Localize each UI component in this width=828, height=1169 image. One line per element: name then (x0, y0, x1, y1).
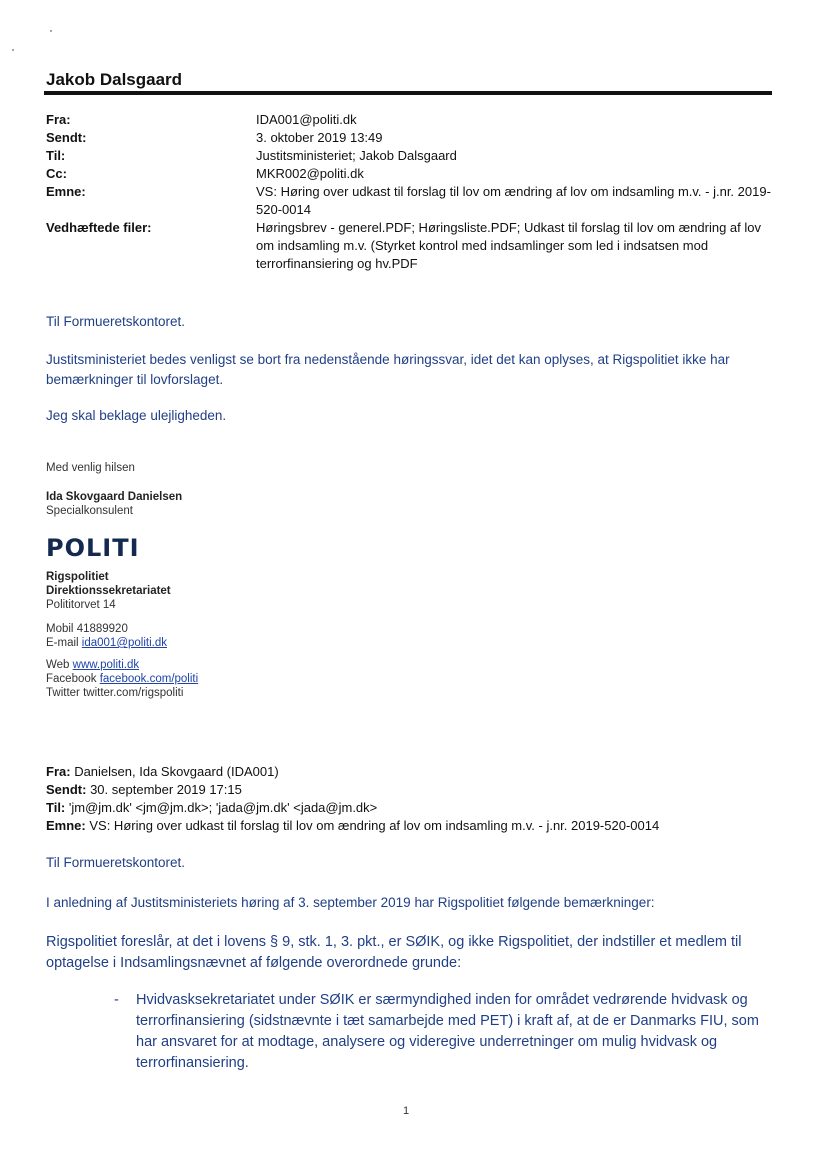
fwd-value: Danielsen, Ida Skovgaard (IDA001) (74, 764, 279, 779)
fwd-value: 30. september 2019 17:15 (90, 782, 242, 797)
signature-org (46, 570, 171, 612)
fwd-value: 'jm@jm.dk' <jm@jm.dk>; 'jada@jm.dk' <jada@jm.dk> (68, 800, 378, 815)
scan-speck (50, 30, 52, 32)
bullet-text: Hvidvasksekretariatet under SØIK er særmyndighed inden for området vedrørende hvidvask og terrorfinansiering (sidstnævnte i tæt samarbejde med PET) i kraft af, at de er Danmarks FIU, som har ansvaret for at modtage, analysere og videregive underretninger om mulig hvidvask og terrorfinansiering. (136, 992, 759, 1071)
header-row-sent (46, 129, 776, 147)
header-value: VS: Høring over udkast til forslag til lov om ændring af lov om indsamling m.v. - j.nr. 2019-520-0014 (256, 184, 771, 217)
mobile-number: 41889920 (76, 623, 128, 635)
header-value: 3. oktober 2019 13:49 (256, 130, 383, 145)
fwd-label: Sendt: (46, 782, 87, 797)
bullet-item (114, 990, 766, 1074)
org-name: Rigspolitiet (46, 571, 109, 583)
mobile-label: Mobil (46, 623, 74, 635)
signature-title: Specialkonsulent (46, 505, 133, 517)
email-link[interactable]: ida001@politi.dk (81, 637, 167, 649)
fwd-greeting: Til Formueretskontoret. (46, 855, 186, 870)
header-label: Fra: (46, 112, 71, 127)
header-row-cc (46, 165, 776, 183)
header-row-to (46, 147, 776, 165)
org-address: Polititorvet 14 (46, 599, 116, 611)
twitter-label: Twitter (46, 687, 80, 699)
header-label: Til: (46, 148, 66, 163)
signature-web (46, 658, 198, 700)
header-row-subject (46, 183, 776, 219)
facebook-label: Facebook (46, 673, 97, 685)
signature-contact (46, 622, 167, 650)
header-label: Emne: (46, 184, 86, 199)
fwd-label: Til: (46, 800, 66, 815)
header-value: IDA001@politi.dk (256, 112, 357, 127)
web-link[interactable]: www.politi.dk (72, 659, 140, 671)
header-value: Justitsministeriet; Jakob Dalsgaard (256, 148, 457, 163)
header-label: Vedhæftede filer: (46, 220, 152, 235)
header-row-from (46, 111, 776, 129)
scan-speck (12, 49, 14, 51)
web-label: Web (46, 659, 70, 671)
mailbox-owner-name: Jakob Dalsgaard (46, 70, 183, 89)
body-greeting: Til Formueretskontoret. (46, 314, 186, 329)
body-paragraph: Justitsministeriet bedes venligst se bort fra nedenstående høringssvar, idet det kan oplyses, at Rigspolitiet ikke har bemærkninger til lovforslaget. (46, 352, 730, 387)
fwd-value: VS: Høring over udkast til forslag til lov om ændring af lov om indsamling m.v. - j.nr. 2019-520-0014 (89, 818, 660, 833)
fwd-paragraph: I anledning af Justitsministeriets høring af 3. september 2019 har Rigspolitiet følgende bemærkninger: (46, 895, 655, 910)
header-label: Cc: (46, 166, 67, 181)
signature-block (46, 490, 182, 518)
fwd-to-row (46, 799, 786, 817)
fwd-subject-row (46, 817, 786, 835)
header-label: Sendt: (46, 130, 87, 145)
fwd-paragraph: Rigspolitiet foreslår, at det i lovens § 9, stk. 1, 3. pkt., er SØIK, og ikke Rigspolitiet, der indstiller et medlem til optagelse i Indsamlingsnævnet af følgende overordnede grunde: (46, 934, 742, 971)
header-rule (44, 91, 772, 95)
fwd-label: Fra: (46, 764, 71, 779)
signature-name: Ida Skovgaard Danielsen (46, 491, 183, 503)
fwd-from-row (46, 763, 786, 781)
forwarded-header (46, 763, 786, 835)
header-row-attachments (46, 219, 776, 273)
email-header (46, 111, 776, 273)
politi-logo: POLITI (46, 534, 140, 562)
body-paragraph: Jeg skal beklage ulejligheden. (46, 408, 227, 423)
facebook-link[interactable]: facebook.com/politi (99, 673, 199, 685)
twitter-handle: twitter.com/rigspoliti (83, 687, 184, 699)
signature-closing: Med venlig hilsen (46, 462, 135, 474)
fwd-sent-row (46, 781, 786, 799)
page-number: 1 (403, 1105, 410, 1117)
bullet-dash: - (114, 992, 119, 1008)
fwd-label: Emne: (46, 818, 86, 833)
header-value: MKR002@politi.dk (256, 166, 364, 181)
org-department: Direktionssekretariatet (46, 585, 171, 597)
email-label: E-mail (46, 637, 79, 649)
attachments-list[interactable]: Høringsbrev - generel.PDF; Høringsliste.PDF; Udkast til forslag til lov om ændring af lov om indsamling m.v. (Styrket kontrol med indsamlinger som led i indsatsen mod terrorfinansiering og hv.PDF (256, 220, 761, 271)
